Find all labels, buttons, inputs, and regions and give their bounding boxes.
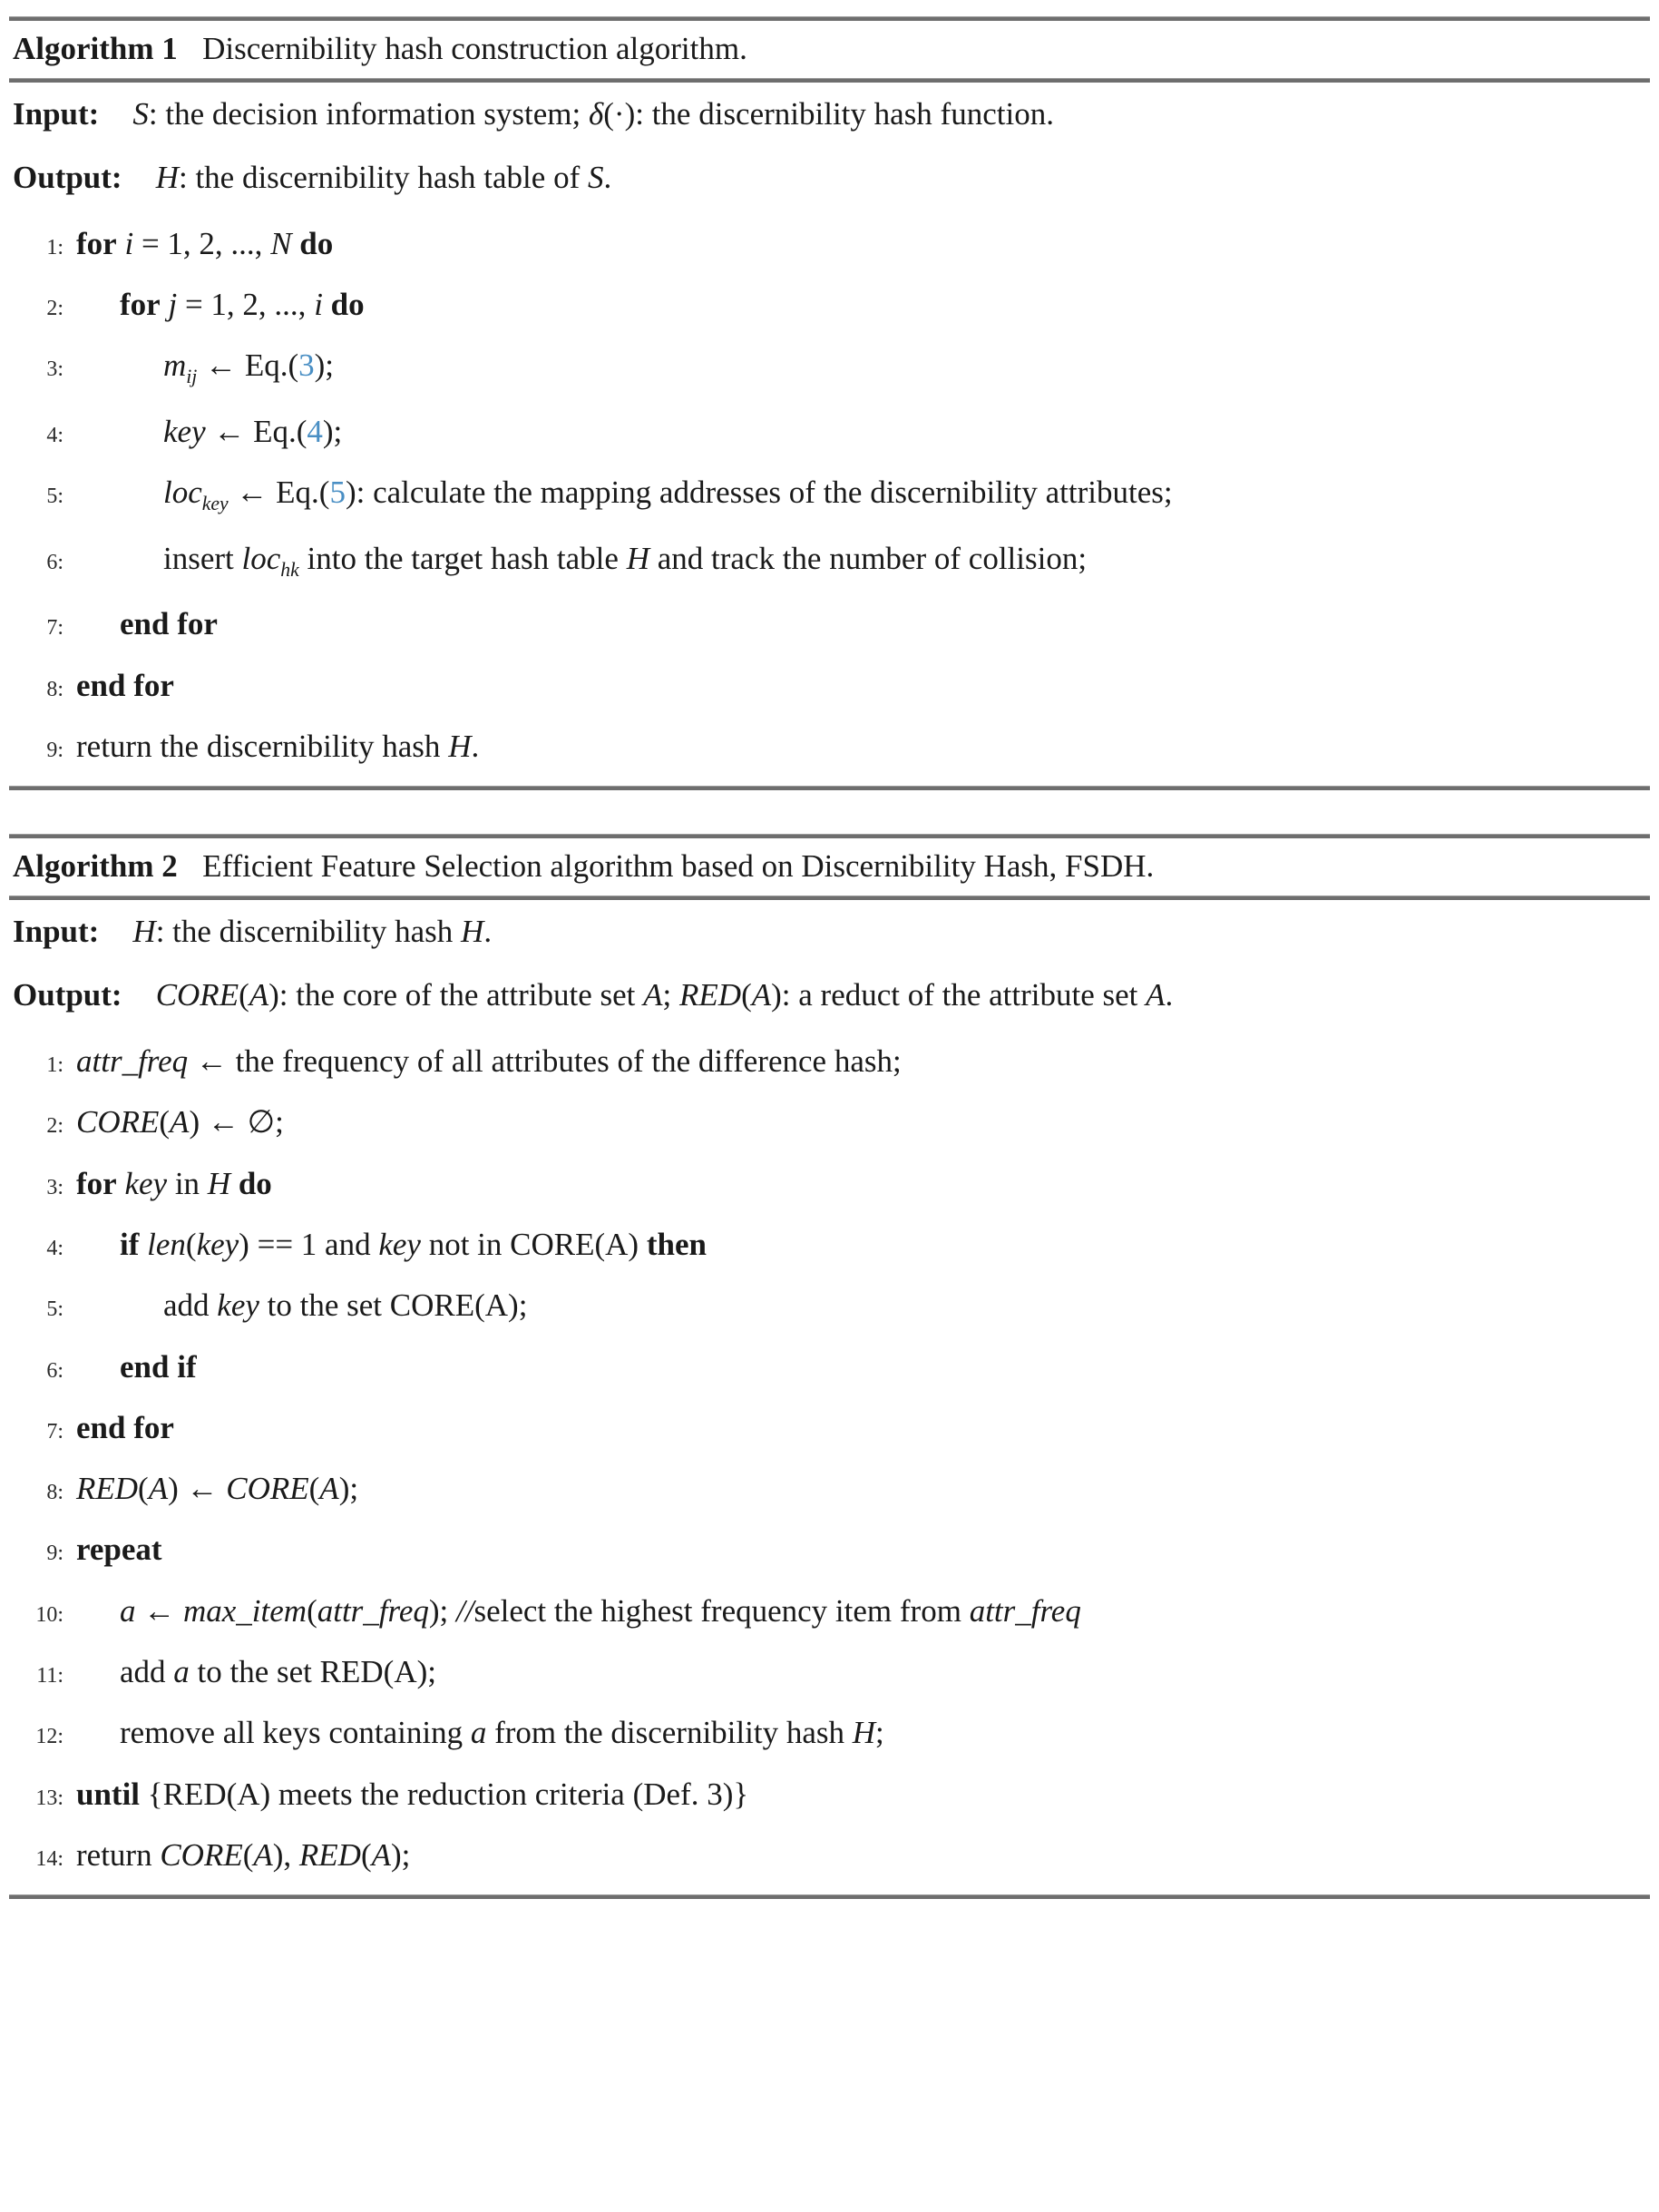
step-number: 13:: [35, 1786, 63, 1810]
step-number: 2:: [46, 1114, 63, 1139]
algorithm-2-title-prefix: Algorithm 2: [13, 848, 178, 885]
step-body: until {RED(A) meets the reduction criteria (Def. 3)}: [76, 1776, 749, 1812]
algorithm-2-step-12: [9, 1702, 1650, 1763]
step-number: 7:: [46, 1419, 63, 1444]
step-number: 11:: [36, 1664, 63, 1688]
algorithm-1-output-text: H: the discernibility hash table of S.: [155, 159, 612, 195]
algorithm-1-step-7: [9, 593, 1650, 654]
algorithm-2-step-11: [9, 1641, 1650, 1702]
step-number: 5:: [46, 1297, 63, 1322]
algorithm-2-output-line: [9, 964, 1650, 1027]
step-body: if len(key) == 1 and key not in CORE(A) then: [120, 1227, 707, 1262]
step-body: return the discernibility hash H.: [76, 729, 480, 765]
step-body: RED(A) ← CORE(A);: [76, 1471, 359, 1507]
step-number: 6:: [46, 550, 63, 574]
step-body: insert loc$_{hk}$ into the target hash table H and track the number of collision;: [163, 540, 1088, 581]
algorithm-2-step-8: [9, 1458, 1650, 1519]
step-body: attr_freq ← the frequency of all attributes of the difference hash;: [76, 1043, 902, 1080]
algorithm-2-steps: [9, 1027, 1650, 1894]
step-body: return CORE(A), RED(A);: [76, 1836, 411, 1873]
algorithm-2-step-4: [9, 1214, 1650, 1275]
algorithm-2-title: [9, 838, 1650, 896]
step-body: for j = 1, 2, ..., i do: [120, 287, 365, 323]
algorithm-1-step-5: [9, 462, 1650, 528]
step-number: 5:: [46, 484, 63, 509]
step-number: 9:: [46, 739, 63, 763]
algorithm-2-step-3: [9, 1153, 1650, 1214]
algorithm-2-bottom-rule: [9, 1894, 1650, 1899]
step-number: 1:: [46, 1053, 63, 1078]
algorithm-2-step-7: [9, 1397, 1650, 1458]
algorithm-1-output-line: [9, 146, 1650, 210]
algorithm-2-step-6: [9, 1336, 1650, 1397]
step-number: 4:: [46, 1237, 63, 1260]
algorithm-2-output-text: CORE(A): the core of the attribute set A; RED(A): a reduct of the attribute set A.: [155, 977, 1174, 1013]
algorithm-1-step-9: [9, 716, 1650, 777]
step-body: a ← max_item(attr_freq); //select the highest frequency item from attr_freq: [120, 1592, 1081, 1629]
step-number: 14:: [35, 1846, 63, 1871]
step-body: end for: [76, 667, 174, 703]
algorithm-2-output-label: Output:: [13, 977, 122, 1013]
step-body: $m_{ij}$ ← Eq.(3);: [163, 347, 335, 388]
algorithm-2-input-line: [9, 900, 1650, 964]
algorithm-1-step-8: [9, 655, 1650, 716]
algorithm-1-input-line: [9, 83, 1650, 146]
step-body: add key to the set CORE(A);: [163, 1287, 528, 1324]
algorithm-1-step-6: [9, 528, 1650, 594]
step-number: 4:: [46, 423, 63, 447]
algorithm-2-step-5: [9, 1275, 1650, 1336]
algorithm-1-block: [9, 16, 1650, 790]
step-body: end for: [120, 606, 218, 642]
algorithm-2-input-label: Input:: [13, 914, 100, 950]
algorithm-1-output-label: Output:: [13, 159, 122, 195]
algorithm-1-title-text: Discernibility hash construction algorithm.: [202, 31, 747, 66]
step-body: for key in H do: [76, 1165, 272, 1201]
algorithm-2-input-text: H: the discernibility hash H.: [132, 914, 493, 950]
algorithm-1-input-label: Input:: [13, 95, 100, 132]
step-number: 3:: [46, 1175, 63, 1199]
step-body: loc$_{key}$ ← Eq.(5): calculate the mapping addresses of the discernibility attributes;: [163, 475, 1173, 515]
algorithm-2-step-9: [9, 1519, 1650, 1580]
algorithm-2-title-text: Efficient Feature Selection algorithm based on Discernibility Hash, FSDH.: [202, 848, 1155, 885]
step-body: end if: [120, 1348, 197, 1385]
step-body: add a to the set RED(A);: [120, 1654, 436, 1690]
algorithm-1-step-3: [9, 335, 1650, 401]
step-number: 8:: [46, 677, 63, 701]
algorithm-2-step-13: [9, 1764, 1650, 1825]
algorithm-2-step-14: [9, 1825, 1650, 1885]
step-number: 2:: [46, 297, 63, 321]
step-body: key ← Eq.(4);: [163, 413, 343, 449]
step-number: 1:: [46, 235, 63, 259]
step-number: 6:: [46, 1358, 63, 1383]
algorithm-1-title: [9, 21, 1650, 78]
step-number: 12:: [35, 1725, 63, 1749]
algorithm-1-steps: [9, 210, 1650, 787]
algorithm-2-block: [9, 834, 1650, 1899]
algorithm-2-step-2: [9, 1091, 1650, 1152]
step-number: 3:: [46, 357, 63, 382]
algorithm-1-input-text: S: the decision information system; δ(·): the discernibility hash function.: [132, 95, 1054, 132]
step-body: remove all keys containing a from the discernibility hash H;: [120, 1715, 884, 1751]
algorithm-1-step-2: [9, 274, 1650, 335]
algorithm-2-step-10: [9, 1581, 1650, 1641]
algorithm-1-step-4: [9, 401, 1650, 462]
algorithm-2-step-1: [9, 1031, 1650, 1091]
step-number: 10:: [35, 1602, 63, 1627]
step-body: for i = 1, 2, ..., N do: [76, 225, 334, 261]
step-body: CORE(A) ← ∅;: [76, 1104, 284, 1140]
step-number: 8:: [46, 1481, 63, 1505]
step-body: end for: [76, 1409, 174, 1445]
algorithm-1-title-prefix: Algorithm 1: [13, 31, 178, 66]
algorithm-1-step-1: [9, 213, 1650, 274]
step-number: 7:: [46, 616, 63, 641]
step-number: 9:: [46, 1542, 63, 1566]
step-body: repeat: [76, 1532, 162, 1568]
